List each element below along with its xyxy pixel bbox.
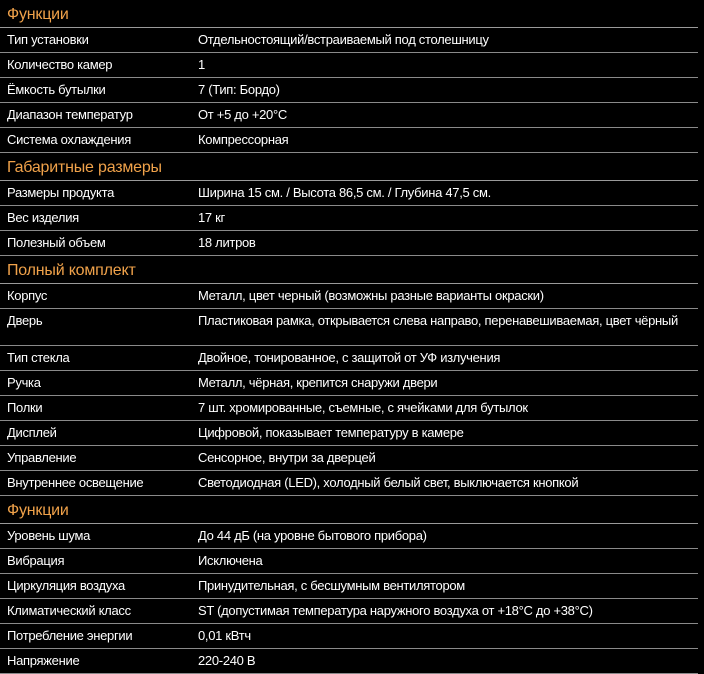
spec-value: Компрессорная <box>198 132 289 147</box>
spec-row <box>0 231 698 256</box>
spec-label: Внутреннее освещение <box>7 475 144 490</box>
spec-value: 1 <box>198 57 205 72</box>
spec-label: Система охлаждения <box>7 132 131 147</box>
spec-value: 220-240 В <box>198 653 256 668</box>
spec-label: Дисплей <box>7 425 57 440</box>
spec-value: До 44 дБ (на уровне бытового прибора) <box>198 528 427 543</box>
spec-label: Полезный объем <box>7 235 106 250</box>
spec-row <box>0 549 698 574</box>
spec-row <box>0 103 698 128</box>
spec-row <box>0 599 698 624</box>
spec-row <box>0 624 698 649</box>
spec-label: Уровень шума <box>7 528 91 543</box>
spec-value: Ширина 15 см. / Высота 86,5 см. / Глубина 47,5 см. <box>198 185 491 200</box>
spec-value: Сенсорное, внутри за дверцей <box>198 450 376 465</box>
spec-value: От +5 до +20°C <box>198 107 287 122</box>
spec-label: Тип стекла <box>7 350 70 365</box>
spec-row <box>0 206 698 231</box>
spec-value: 0,01 кВтч <box>198 628 251 643</box>
spec-label: Вес изделия <box>7 210 79 225</box>
section-title-functions: Функции <box>0 0 698 28</box>
spec-row <box>0 181 698 206</box>
spec-row <box>0 446 698 471</box>
spec-label: Управление <box>7 450 77 465</box>
spec-row <box>0 471 698 496</box>
spec-value: 7 шт. хромированные, съемные, с ячейками для бутылок <box>198 400 528 415</box>
spec-row <box>0 28 698 53</box>
spec-value: Цифровой, показывает температуру в камере <box>198 425 464 440</box>
spec-label: Дверь <box>7 313 43 328</box>
spec-label: Диапазон температур <box>7 107 133 122</box>
spec-row <box>0 284 698 309</box>
spec-value: ST (допустимая температура наружного воздуха от +18°C до +38°C) <box>198 603 593 618</box>
spec-row <box>0 421 698 446</box>
spec-row <box>0 396 698 421</box>
spec-value: 7 (Тип: Бордо) <box>198 82 280 97</box>
section-title-package: Полный комплект <box>0 256 698 284</box>
spec-label: Количество камер <box>7 57 113 72</box>
spec-label: Потребление энергии <box>7 628 133 643</box>
spec-label: Ёмкость бутылки <box>7 82 106 97</box>
spec-value: Принудительная, с бесшумным вентилятором <box>198 578 465 593</box>
spec-row <box>0 574 698 599</box>
spec-row <box>0 309 698 346</box>
spec-row <box>0 128 698 153</box>
section-title-dimensions: Габаритные размеры <box>0 153 698 181</box>
spec-value: 18 литров <box>198 235 256 250</box>
spec-label: Полки <box>7 400 43 415</box>
spec-value: Отдельностоящий/встраиваемый под столешницу <box>198 32 489 47</box>
spec-value: Пластиковая рамка, открывается слева направо, перенавешиваемая, цвет чёрный <box>198 313 678 328</box>
spec-row <box>0 649 698 674</box>
spec-label: Размеры продукта <box>7 185 115 200</box>
spec-value: Двойное, тонированное, с защитой от УФ излучения <box>198 350 501 365</box>
spec-row <box>0 524 698 549</box>
section-title-functions-2: Функции <box>0 496 698 524</box>
spec-row <box>0 53 698 78</box>
spec-row <box>0 346 698 371</box>
spec-value: Металл, чёрная, крепится снаружи двери <box>198 375 438 390</box>
spec-value: Светодиодная (LED), холодный белый свет, выключается кнопкой <box>198 475 579 490</box>
spec-label: Ручка <box>7 375 41 390</box>
spec-value: 17 кг <box>198 210 226 225</box>
spec-label: Вибрация <box>7 553 65 568</box>
spec-value: Металл, цвет черный (возможны разные варианты окраски) <box>198 288 544 303</box>
spec-row <box>0 78 698 103</box>
spec-label: Корпус <box>7 288 48 303</box>
spec-row <box>0 371 698 396</box>
spec-label: Напряжение <box>7 653 80 668</box>
spec-label: Тип установки <box>7 32 89 47</box>
spec-label: Климатический класс <box>7 603 131 618</box>
spec-value: Исключена <box>198 553 263 568</box>
spec-label: Циркуляция воздуха <box>7 578 125 593</box>
